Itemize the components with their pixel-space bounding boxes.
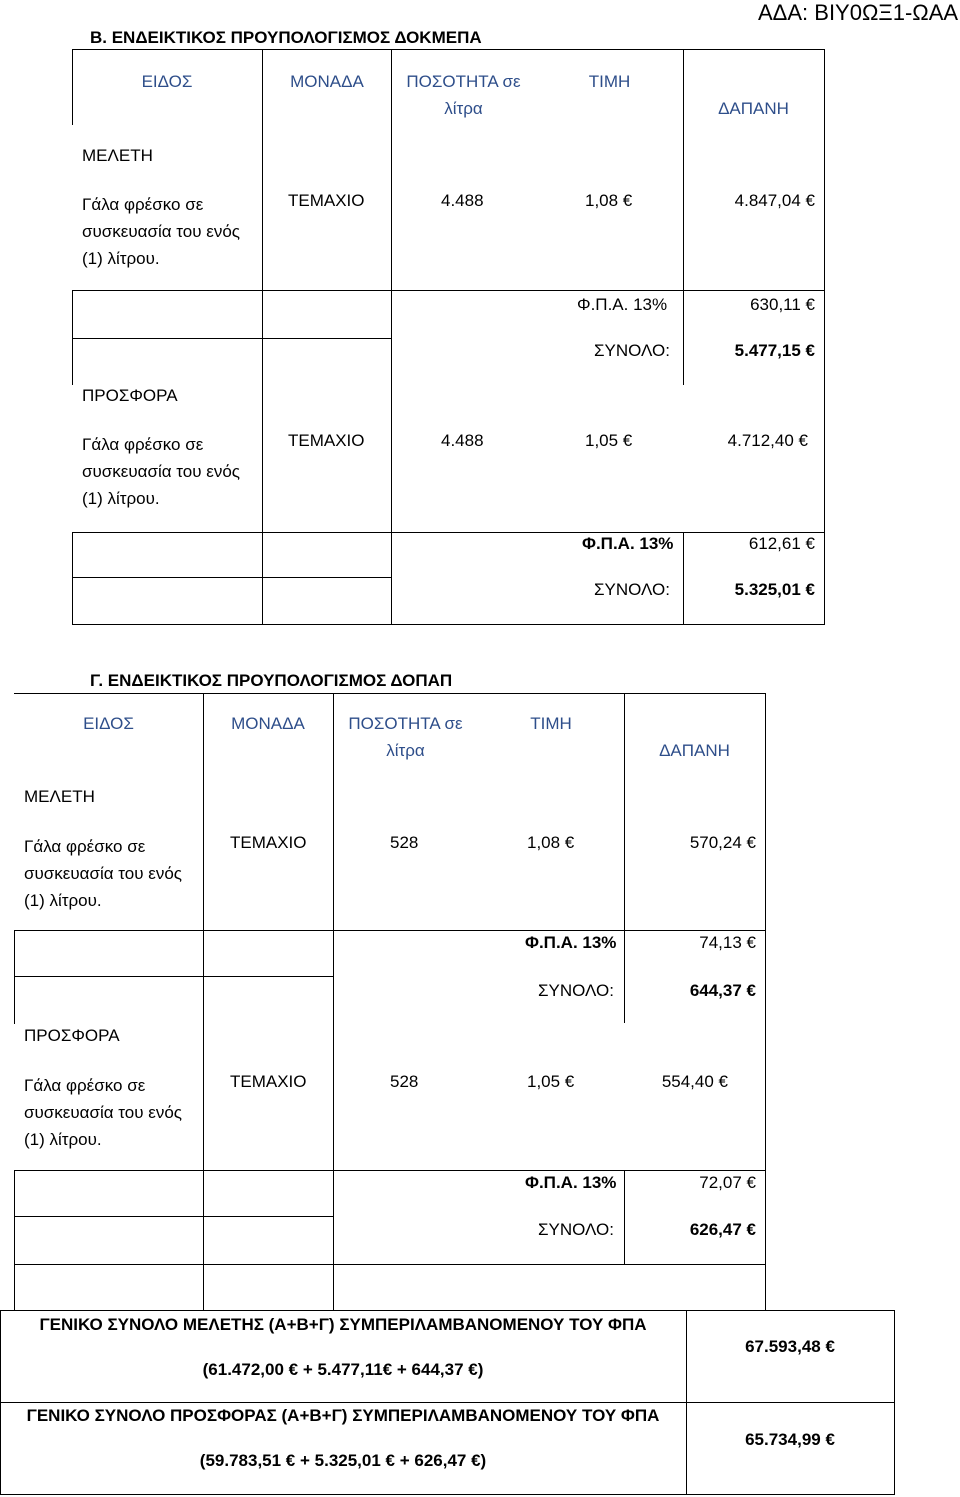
vat-amount: 74,13 € [699, 933, 756, 952]
vat-amount: 612,61 € [748, 534, 815, 553]
vat-amount: 630,11 € [750, 295, 815, 314]
cost: 554,40 € [661, 1072, 728, 1091]
total-label: ΣΥΝΟΛΟ: [538, 1220, 614, 1239]
price: 1,05 € [585, 431, 633, 450]
header-posotita: ΠΟΣΟΤΗΤΑ σε λίτρα [348, 714, 463, 760]
meleti-label: ΜΕΛΕΤΗ [82, 146, 153, 165]
price: 1,08 € [527, 833, 575, 852]
grand-total-meleti-amount: 67.593,48 € [745, 1337, 835, 1356]
price: 1,05 € [527, 1072, 575, 1091]
total-amount: 644,37 € [689, 981, 756, 1000]
unit: ΤΕΜΑΧΙΟ [230, 833, 307, 852]
total-label: ΣΥΝΟΛΟ: [538, 981, 614, 1000]
vat-amount: 72,07 € [699, 1173, 756, 1192]
header-timi: ΤΙΜΗ [530, 714, 572, 733]
grand-total-meleti-breakdown: (61.472,00 € + 5.477,11€ + 644,37 €) [202, 1360, 484, 1379]
quantity: 4.488 [441, 191, 484, 210]
header-dapani: ΔΑΠΑΝΗ [659, 741, 730, 760]
vat-label: Φ.Π.Α. 13% [525, 1173, 617, 1192]
quantity: 4.488 [441, 431, 484, 450]
grand-total-prosfora-amount: 65.734,99 € [745, 1430, 835, 1449]
quantity: 528 [390, 833, 419, 852]
unit: ΤΕΜΑΧΙΟ [230, 1072, 307, 1091]
header-monada: ΜΟΝΑΔΑ [290, 72, 364, 91]
item-description: Γάλα φρέσκο σε συσκευασία του ενός (1) λίτρου. [24, 1076, 182, 1149]
item-description: Γάλα φρέσκο σε συσκευασία του ενός (1) λίτρου. [24, 837, 182, 910]
cost: 4.712,40 € [727, 431, 808, 450]
grand-total-prosfora-breakdown: (59.783,51 € + 5.325,01 € + 626,47 €) [199, 1451, 487, 1470]
header-monada: ΜΟΝΑΔΑ [231, 714, 305, 733]
prosfora-label: ΠΡΟΣΦΟΡΑ [82, 386, 178, 405]
total-amount: 5.477,15 € [734, 341, 815, 360]
vat-label: Φ.Π.Α. 13% [582, 534, 674, 553]
cost: 570,24 € [689, 833, 756, 852]
header-eidos: ΕΙΔΟΣ [141, 72, 193, 91]
header-posotita: ΠΟΣΟΤΗΤΑ σε λίτρα [406, 72, 521, 118]
vat-label: Φ.Π.Α. 13% [525, 933, 617, 952]
unit: ΤΕΜΑΧΙΟ [288, 431, 365, 450]
header-eidos: ΕΙΔΟΣ [83, 714, 134, 733]
item-description: Γάλα φρέσκο σε συσκευασία του ενός (1) λίτρου. [82, 435, 240, 508]
total-amount: 626,47 € [689, 1220, 756, 1239]
price: 1,08 € [585, 191, 633, 210]
unit: ΤΕΜΑΧΙΟ [288, 191, 365, 210]
quantity: 528 [390, 1072, 419, 1091]
total-amount: 5.325,01 € [734, 580, 815, 599]
ada-code: ΑΔΑ: ΒΙΥ0ΩΞ1-ΩΑΑ [758, 0, 959, 25]
meleti-label: ΜΕΛΕΤΗ [24, 787, 95, 806]
item-description: Γάλα φρέσκο σε συσκευασία του ενός (1) λίτρου. [82, 195, 240, 268]
vat-label: Φ.Π.Α. 13% [577, 295, 668, 314]
cost: 4.847,04 € [734, 191, 815, 210]
section-c-title: Γ. ΕΝΔΕΙΚΤΙΚΟΣ ΠΡΟΥΠΟΛΟΓΙΣΜΟΣ ΔΟΠΑΠ [90, 671, 453, 690]
total-label: ΣΥΝΟΛΟ: [594, 580, 670, 599]
grand-total-meleti-label: ΓΕΝΙΚΟ ΣΥΝΟΛΟ ΜΕΛΕΤΗΣ (Α+Β+Γ) ΣΥΜΠΕΡΙΛΑΜΒΑΝΟΜΕΝΟΥ ΤΟΥ ΦΠΑ [39, 1315, 647, 1334]
section-b-title: Β. ΕΝΔΕΙΚΤΙΚΟΣ ΠΡΟΥΠΟΛΟΓΙΣΜΟΣ ΔΟΚΜΕΠΑ [90, 28, 482, 47]
header-dapani: ΔΑΠΑΝΗ [718, 99, 789, 118]
header-timi: ΤΙΜΗ [588, 72, 631, 91]
prosfora-label: ΠΡΟΣΦΟΡΑ [24, 1026, 120, 1045]
total-label: ΣΥΝΟΛΟ: [594, 341, 670, 360]
grand-total-prosfora-label: ΓΕΝΙΚΟ ΣΥΝΟΛΟ ΠΡΟΣΦΟΡΑΣ (Α+Β+Γ) ΣΥΜΠΕΡΙΛΑΜΒΑΝΟΜΕΝΟΥ ΤΟΥ ΦΠΑ [26, 1406, 660, 1425]
